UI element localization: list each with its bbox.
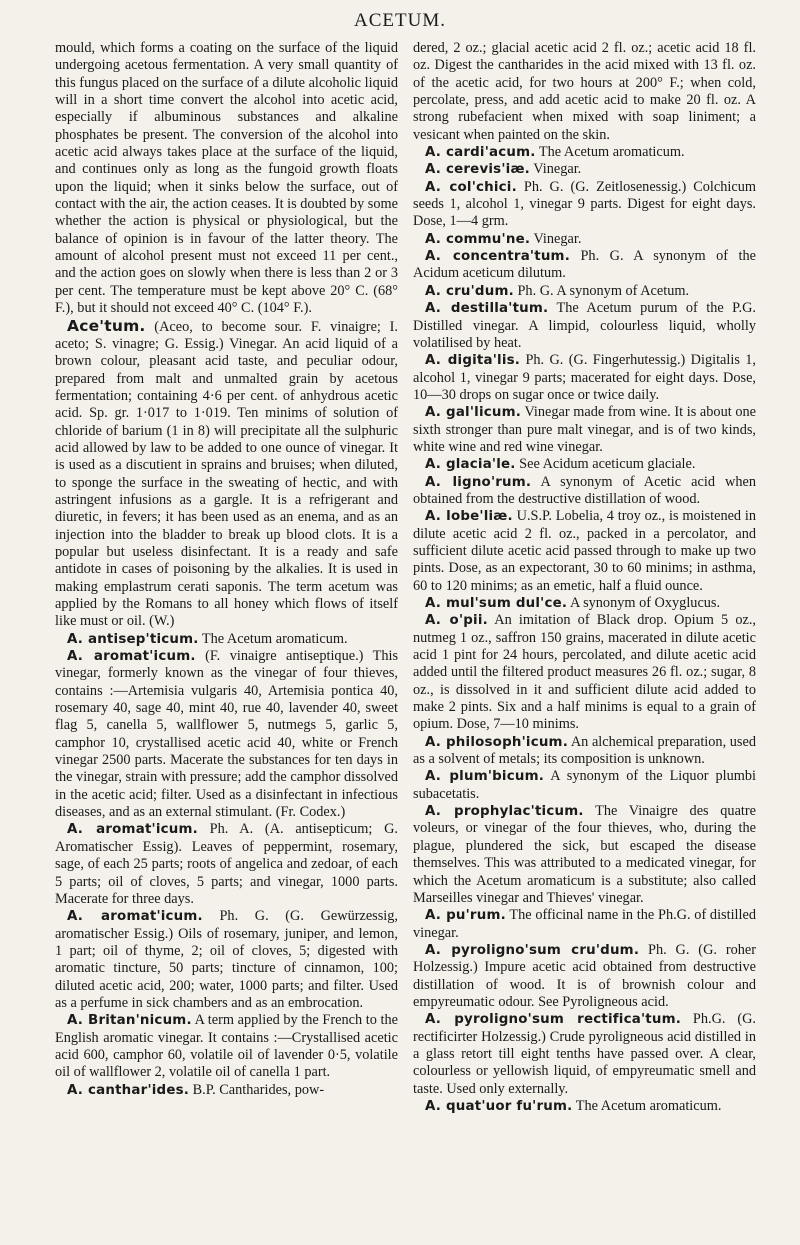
entry-definition: See Acidum aceticum glaciale. bbox=[515, 456, 696, 473]
entry-headword: A. pyroligno'sum rectifica'tum. bbox=[425, 1012, 682, 1028]
entry-definition: The Vinaigre des quatre voleurs, or vinegar of the four thieves, who, during the plague, plundered the sick, but escaped the disease themselves. This was attributed to a medicated vinegar, for which the Acetum aromaticum is a substitute; also called Marseilles vinegar and Thieves' vinegar. bbox=[413, 803, 757, 906]
entry-definition: A synonym of Oxyglucus. bbox=[567, 595, 721, 611]
entry-definition: An alchemical preparation, used as a solvent of metals; its composition is unknown. bbox=[413, 733, 756, 768]
entry-definition: Vinegar. bbox=[529, 161, 582, 178]
entry-headword: Ace'tum. bbox=[67, 316, 146, 335]
entry-headword: A. cardi'acum. bbox=[425, 145, 536, 161]
dictionary-entry bbox=[55, 908, 398, 1012]
entry-definition: A synonym of the Liquor plumbi subacetatis. bbox=[413, 768, 756, 802]
entry-definition: Ph. G. A synonym of the Acidum aceticum dilutum. bbox=[413, 248, 756, 282]
entry-definition: Ph.G. (G. rectificirter Holzessig.) Crude pyroligneous acid distilled in a glass retort till eight tenths have passed over. A clear, colourless or yellowish liquid, of empyreumatic smell and taste. Used only externally. bbox=[413, 1011, 756, 1097]
continued-text bbox=[55, 40, 398, 318]
entry-definition: (F. vinaigre antiseptique.) This vinegar, formerly known as the vinegar of four thieves, contains :—Artemisia vulgaris 40, Artemisia pontica 40, rosemary 40, sage 40, mint 40, rue 40, lavender 40, sweet flag 5, canella 5, wallflower 5, nutmegs 5, garlic 5, camphor 10, crystallised acetic acid 40, white or French vinegar 2500 parts. Macerate the substances for ten days in the vinegar, strain with pressure; add the camphor dissolved in the acetic acid; filter. Used as a disinfectant in infectious diseases, and as an external stimulant. (Fr. Codex.) bbox=[55, 648, 399, 821]
entry-headword: A. canthar'ides. bbox=[67, 1082, 190, 1098]
entry-headword: A. aromat'icum. bbox=[67, 649, 196, 665]
dictionary-entry bbox=[413, 595, 756, 612]
dictionary-entry bbox=[55, 648, 398, 821]
entry-definition: Ph. G. (G. Gewürzessig, aromatischer Essig.) Oils of rosemary, juniper, and lemon, 1 part; oil of thyme, 2; oil of cloves, 5; digested with aromatic tincture, 50 parts; tincture of cinnamon, 100; diluted acetic acid, 200; water, 1000 parts; and filter. Used as a perfume in sick chambers and as an embrocation. bbox=[55, 908, 398, 1011]
entry-definition: A term applied by the French to the English aromatic vinegar. It contains :—Crystallised acetic acid 600, camphor 60, volatile oil of lavender 0·5, volatile oil of wallflower 2, volatile oil of canella 1 part. bbox=[55, 1012, 399, 1081]
dictionary-entry bbox=[413, 283, 756, 300]
entry-headword: A. cerevis'iæ. bbox=[425, 162, 530, 178]
entry-headword: A. o'pii. bbox=[425, 613, 488, 629]
entry-headword: A. plum'bicum. bbox=[425, 769, 545, 785]
entry-headword: A. destilla'tum. bbox=[425, 301, 549, 317]
dictionary-entry bbox=[413, 1098, 756, 1115]
entry-headword: A. mul'sum dul'ce. bbox=[425, 596, 568, 611]
continued-text bbox=[413, 40, 756, 144]
entry-definition: A synonym of Acetic acid when obtained from the destructive distillation of wood. bbox=[413, 473, 756, 507]
entry-definition: Ph. G. A synonym of Acetum. bbox=[513, 282, 690, 299]
right-column bbox=[413, 40, 756, 1115]
entry-definition: Ph. G. (G. Fingerhutessig.) Digitalis 1, alcohol 1, vinegar 9 parts; macerated for eight days. Dose, 10—30 drops on sugar once or twice daily. bbox=[413, 352, 756, 403]
dictionary-entry bbox=[55, 318, 398, 631]
entry-definition: Ph. A. (A. antisepticum; G. Aromatischer Essig). Leaves of peppermint, rosemary, sage, of each 25 parts; roots of angelica and zedoar, of each 5 parts; oil of cloves, 5 parts; and vinegar, 1000 parts. Macerate for three days. bbox=[55, 821, 398, 907]
entry-definition: Vinegar. bbox=[530, 230, 582, 247]
entry-definition: Ph. G. (G. roher Holzessig.) Impure acetic acid obtained from destructive distillation of wood. It is of brownish colour and empyreumatic odour. See Pyroligneous acid. bbox=[413, 941, 756, 1010]
dictionary-entry bbox=[55, 1082, 398, 1099]
entry-definition: The Acetum aromaticum. bbox=[535, 144, 685, 161]
dictionary-entry bbox=[413, 508, 756, 595]
entry-definition: B.P. Cantharides, pow- bbox=[189, 1081, 325, 1098]
entry-headword: A. quat'uor fu'rum. bbox=[425, 1098, 573, 1114]
entry-definition: An imitation of Black drop. Opium 5 oz., nutmeg 1 oz., saffron 150 grains, macerated in dilute acetic acid 1 pint for 24 hours, percolated, and dilute acetic acid added until the filtered product measures 26 fl. oz.; sugar, 8 oz., is dissolved in it and sufficient dilute acid added to make 2 pints. Six and a half minims is equal to a grain of opium. Dose, 7—10 minims. bbox=[413, 612, 757, 733]
entry-headword: A. lobe'liæ. bbox=[425, 509, 513, 525]
entry-headword: A. digita'lis. bbox=[425, 353, 521, 369]
dictionary-entry bbox=[55, 631, 398, 648]
entry-definition: mould, which forms a coating on the surface of the liquid undergoing acetous fermentation. A very small quantity of this fungus placed on the surface of a dilute alcoholic liquid will in a short time convert the alcohol into acetic acid, especially if albuminous substances and alkaline phosphates be present. The conversion of the alcohol into acetic acid always takes place at the surface of the liquid, and continues only as long as the fungoid growth floats upon the liquid; when it sinks below the surface, out of contact with the air, the action ceases. It is doubted by some whether the action is physical or physiological, but the balance of opinion is in favour of the latter theory. The amount of alcohol present must not exceed 11 per cent., and the action goes on slowly when there is less than 2 or 3 per cent. The temperature must be kept above 20° C. (68° F.), but it should not exceed 40° C. (104° F.). bbox=[55, 40, 398, 317]
dictionary-entry bbox=[413, 231, 756, 248]
entry-headword: A. concentra'tum. bbox=[425, 249, 570, 265]
dictionary-entry bbox=[413, 161, 756, 178]
dictionary-entry bbox=[413, 942, 756, 1011]
entry-headword: A. Britan'nicum. bbox=[67, 1013, 192, 1029]
entry-headword: A. antisep'ticum. bbox=[67, 631, 199, 647]
dictionary-entry bbox=[413, 352, 756, 404]
entry-headword: A. aromat'icum. bbox=[67, 822, 198, 838]
dictionary-entry bbox=[413, 474, 756, 509]
entry-headword: A. pu'rum. bbox=[425, 908, 506, 924]
entry-definition: The Acetum aromaticum. bbox=[198, 630, 348, 647]
entry-definition: The officinal name in the Ph.G. of distilled vinegar. bbox=[413, 907, 756, 941]
entry-headword: A. gal'licum. bbox=[425, 405, 522, 421]
dictionary-entry bbox=[413, 179, 756, 231]
entry-definition: The Acetum purum of the P.G. Distilled vinegar. A limpid, colourless liquid, wholly volatilised by heat. bbox=[413, 300, 756, 351]
dictionary-entry bbox=[55, 1012, 398, 1081]
entry-definition: Vinegar made from wine. It is about one sixth stronger than pure malt vinegar, and is of two kinds, white wine and red wine vinegar. bbox=[413, 404, 756, 455]
entry-definition: U.S.P. Lobelia, 4 troy oz., is moistened in dilute acetic acid 2 fl. oz., packed in a percolator, and sufficient dilute acetic acid passed through to make up two pints. Dose, as an expectorant, 30 to 60 minims; in asthma, 60 to 120 minims; as an emetic, half a fluid ounce. bbox=[413, 508, 756, 594]
entry-definition: The Acetum aromaticum. bbox=[572, 1097, 722, 1114]
entry-headword: A. cru'dum. bbox=[425, 283, 514, 299]
dictionary-entry bbox=[413, 144, 756, 161]
dictionary-entry bbox=[413, 248, 756, 283]
entry-headword: A. aromat'icum. bbox=[67, 909, 203, 925]
dictionary-entry bbox=[413, 734, 756, 769]
dictionary-entry bbox=[413, 803, 756, 907]
dictionary-entry bbox=[413, 456, 756, 473]
entry-headword: A. prophylac'ticum. bbox=[425, 804, 584, 820]
entry-headword: A. col'chici. bbox=[425, 179, 517, 195]
dictionary-entry bbox=[413, 612, 756, 733]
left-column bbox=[55, 40, 398, 1099]
dictionary-entry bbox=[55, 821, 398, 908]
entry-headword: A. pyroligno'sum cru'dum. bbox=[425, 942, 640, 958]
entry-headword: A. commu'ne. bbox=[425, 231, 531, 247]
running-title: ACETUM. bbox=[354, 10, 446, 31]
entry-headword: A. ligno'rum. bbox=[425, 474, 532, 490]
dictionary-entry bbox=[413, 404, 756, 456]
dictionary-entry bbox=[413, 1011, 756, 1098]
entry-definition: (Aceo, to become sour. F. vinaigre; I. aceto; S. vinagre; G. Essig.) Vinegar. An acid liquid of a brown colour, pleasant acid taste, and peculiar odour, prepared from malt and unmalted grain by acetous fermentation; containing 4·6 per cent. of anhydrous acetic acid. Sp. gr. 1·017 to 1·019. Ten minims of solution of chloride of barium (1 in 8) will precipitate all the sulphuric acid allowed by law to be added to one ounce of vinegar. It is used as a discutient in sprains and bruises; when diluted, to sponge the surface in the sweating of hectic, and with astringent infusions as a gargle. It is a refrigerant and diuretic, in fevers; it has been used as an enema, and as an injection into the bladder to break up blood clots. It is a popular but useless disinfectant. It is a ready and safe antidote in cases of poisoning by the alkalies. It is used in making emplastrum cerati saponis. The term acetum was applied by the Romans to all honey which flows of itself like must or oil. (W.) bbox=[55, 318, 398, 630]
dictionary-entry bbox=[413, 300, 756, 352]
entry-definition: Ph. G. (G. Zeitlosenessig.) Colchicum seeds 1, alcohol 1, vinegar 9 parts. Digest for eight days. Dose, 1—4 grm. bbox=[413, 178, 756, 230]
dictionary-entry bbox=[413, 907, 756, 942]
entry-headword: A. philosoph'icum. bbox=[425, 734, 568, 750]
dictionary-entry bbox=[413, 768, 756, 803]
entry-definition: dered, 2 oz.; glacial acetic acid 2 fl. oz.; acetic acid 18 fl. oz. Digest the cantharides in the acid mixed with 13 fl. oz. of the acetic acid, for two hours at 200° F.; when cold, percolate, press, and add acetic acid to make 20 fl. oz. A strong rubefacient when mixed with soap liniment; a vesicant when painted on the skin. bbox=[413, 40, 756, 143]
entry-headword: A. glacia'le. bbox=[425, 457, 516, 473]
